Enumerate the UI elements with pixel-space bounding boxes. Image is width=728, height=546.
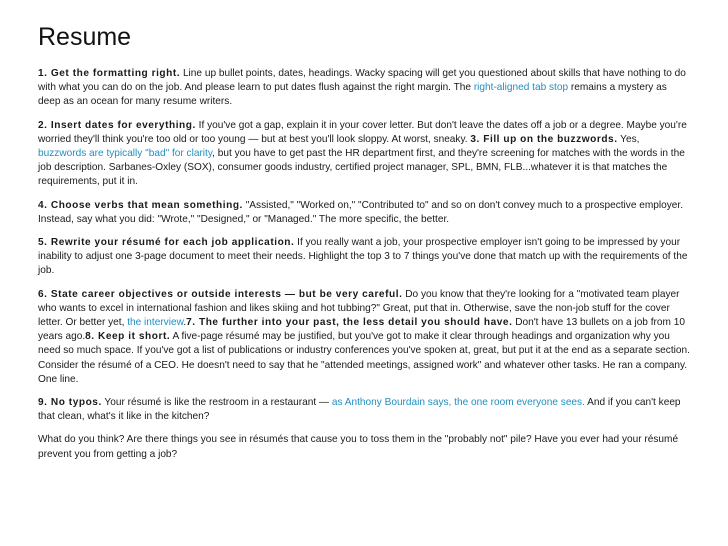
tip-heading: 6. State career objectives or outside interests — but be very careful. [38, 288, 403, 300]
the-interview-link[interactable]: the interview [127, 317, 184, 329]
page-title: Resume [38, 23, 132, 51]
anthony-bourdain-link[interactable]: as Anthony Bourdain says, the one room everyone sees. [331, 397, 585, 409]
tip-text: A five-page résumé may be justified, but you've got to make it clear through headings and organization why you need so much space. If you've got a list of publications or industry conferences you've spoken at, great, but put it at the end as a separate section. Consider the résumé of a CEO. He doesn't need to say that he "attended meetings, assigned work" and whatever other tasks. He ran a company. One line. [38, 331, 690, 385]
tip-heading: 4. Choose verbs that mean something. [38, 199, 243, 211]
tip-paragraph-3 [38, 199, 690, 227]
tip-heading: 1. Get the formatting right. [38, 68, 181, 79]
tip-paragraph-4 [38, 236, 690, 279]
tip-heading: 3. Fill up on the buzzwords. [470, 133, 618, 145]
tip-text: And if you can't keep that clean, what's it like in the kitchen? [38, 397, 681, 423]
tip-text: Don't have 13 bullets on a job from 10 years ago. [38, 317, 685, 343]
tip-text: . [183, 317, 187, 329]
tip-paragraph-2 [38, 119, 690, 190]
tip-heading: 5. Rewrite your résumé for each job application. [38, 237, 295, 249]
buzzwords-link[interactable]: buzzwords are typically "bad" for clarity [38, 148, 213, 160]
tip-text: What do you think? Are there things you see in résumés that cause you to toss them in the "probably not" pile? Have you ever had your résumé prevent you from getting a job? [38, 434, 679, 460]
tip-text: remains a mystery as deep as an ocean for many resume writers. [38, 82, 667, 108]
right-aligned-tab-stop-link[interactable]: right-aligned tab stop [473, 82, 569, 94]
tip-text: If you really want a job, your prospective employer isn't going to be impressed by your inability to adjust one 3-page document to meet their needs. Highlight the top 3 to 7 things you've done that match up with the requirements of the job. [38, 237, 688, 277]
tip-text: , but you have to get past the HR department first, and they're screening for matches with the words in the job description. Sarbanes-Oxley (SOX), consumer goods industry, certified project manager, SPL, BMN, FLB...whatever it is that matches the requirements, put it in. [38, 148, 685, 188]
tip-text: Do you know that they're looking for a "motivated team player who wants to excel in international fashion and likes skiing and hot tubbing?" Great, put that in. Otherwise, save the non-job stuff for the cover letter. Or better yet, [38, 288, 680, 329]
tip-heading: 2. Insert dates for everything. [38, 119, 196, 131]
tip-paragraph-6 [38, 396, 690, 424]
tip-heading: 9. No typos. [38, 397, 102, 409]
tip-text: Line up bullet points, dates, headings. Wacky spacing will get you questioned about skills that have nothing to do with what you can do on the job. And please learn to put dates flush against the right margin. The [38, 68, 686, 94]
tip-text: If you've got a gap, explain it in your cover letter. But don't leave the dates off a job or a degree. Maybe you're worried they'll think you're too old or too young — but at best you'll look sloppy. At worst, sneaky. [38, 119, 687, 145]
tip-heading: 8. Keep it short. [85, 331, 171, 343]
tip-paragraph-5 [38, 288, 690, 387]
tip-text: Your résumé is like the restroom in a restaurant — [101, 397, 332, 409]
tip-text: Yes, [617, 133, 640, 145]
tip-paragraph-1 [38, 67, 690, 110]
tip-heading: 7. The further into your past, the less detail you should have. [186, 317, 513, 329]
tip-text: "Assisted," "Worked on," "Contributed to" and so on don't convey much to a prospective employer. Instead, say what you did: "Wrote," "Designed," or "Managed." The more specific, the better. [38, 199, 684, 225]
closing-question [38, 433, 690, 461]
